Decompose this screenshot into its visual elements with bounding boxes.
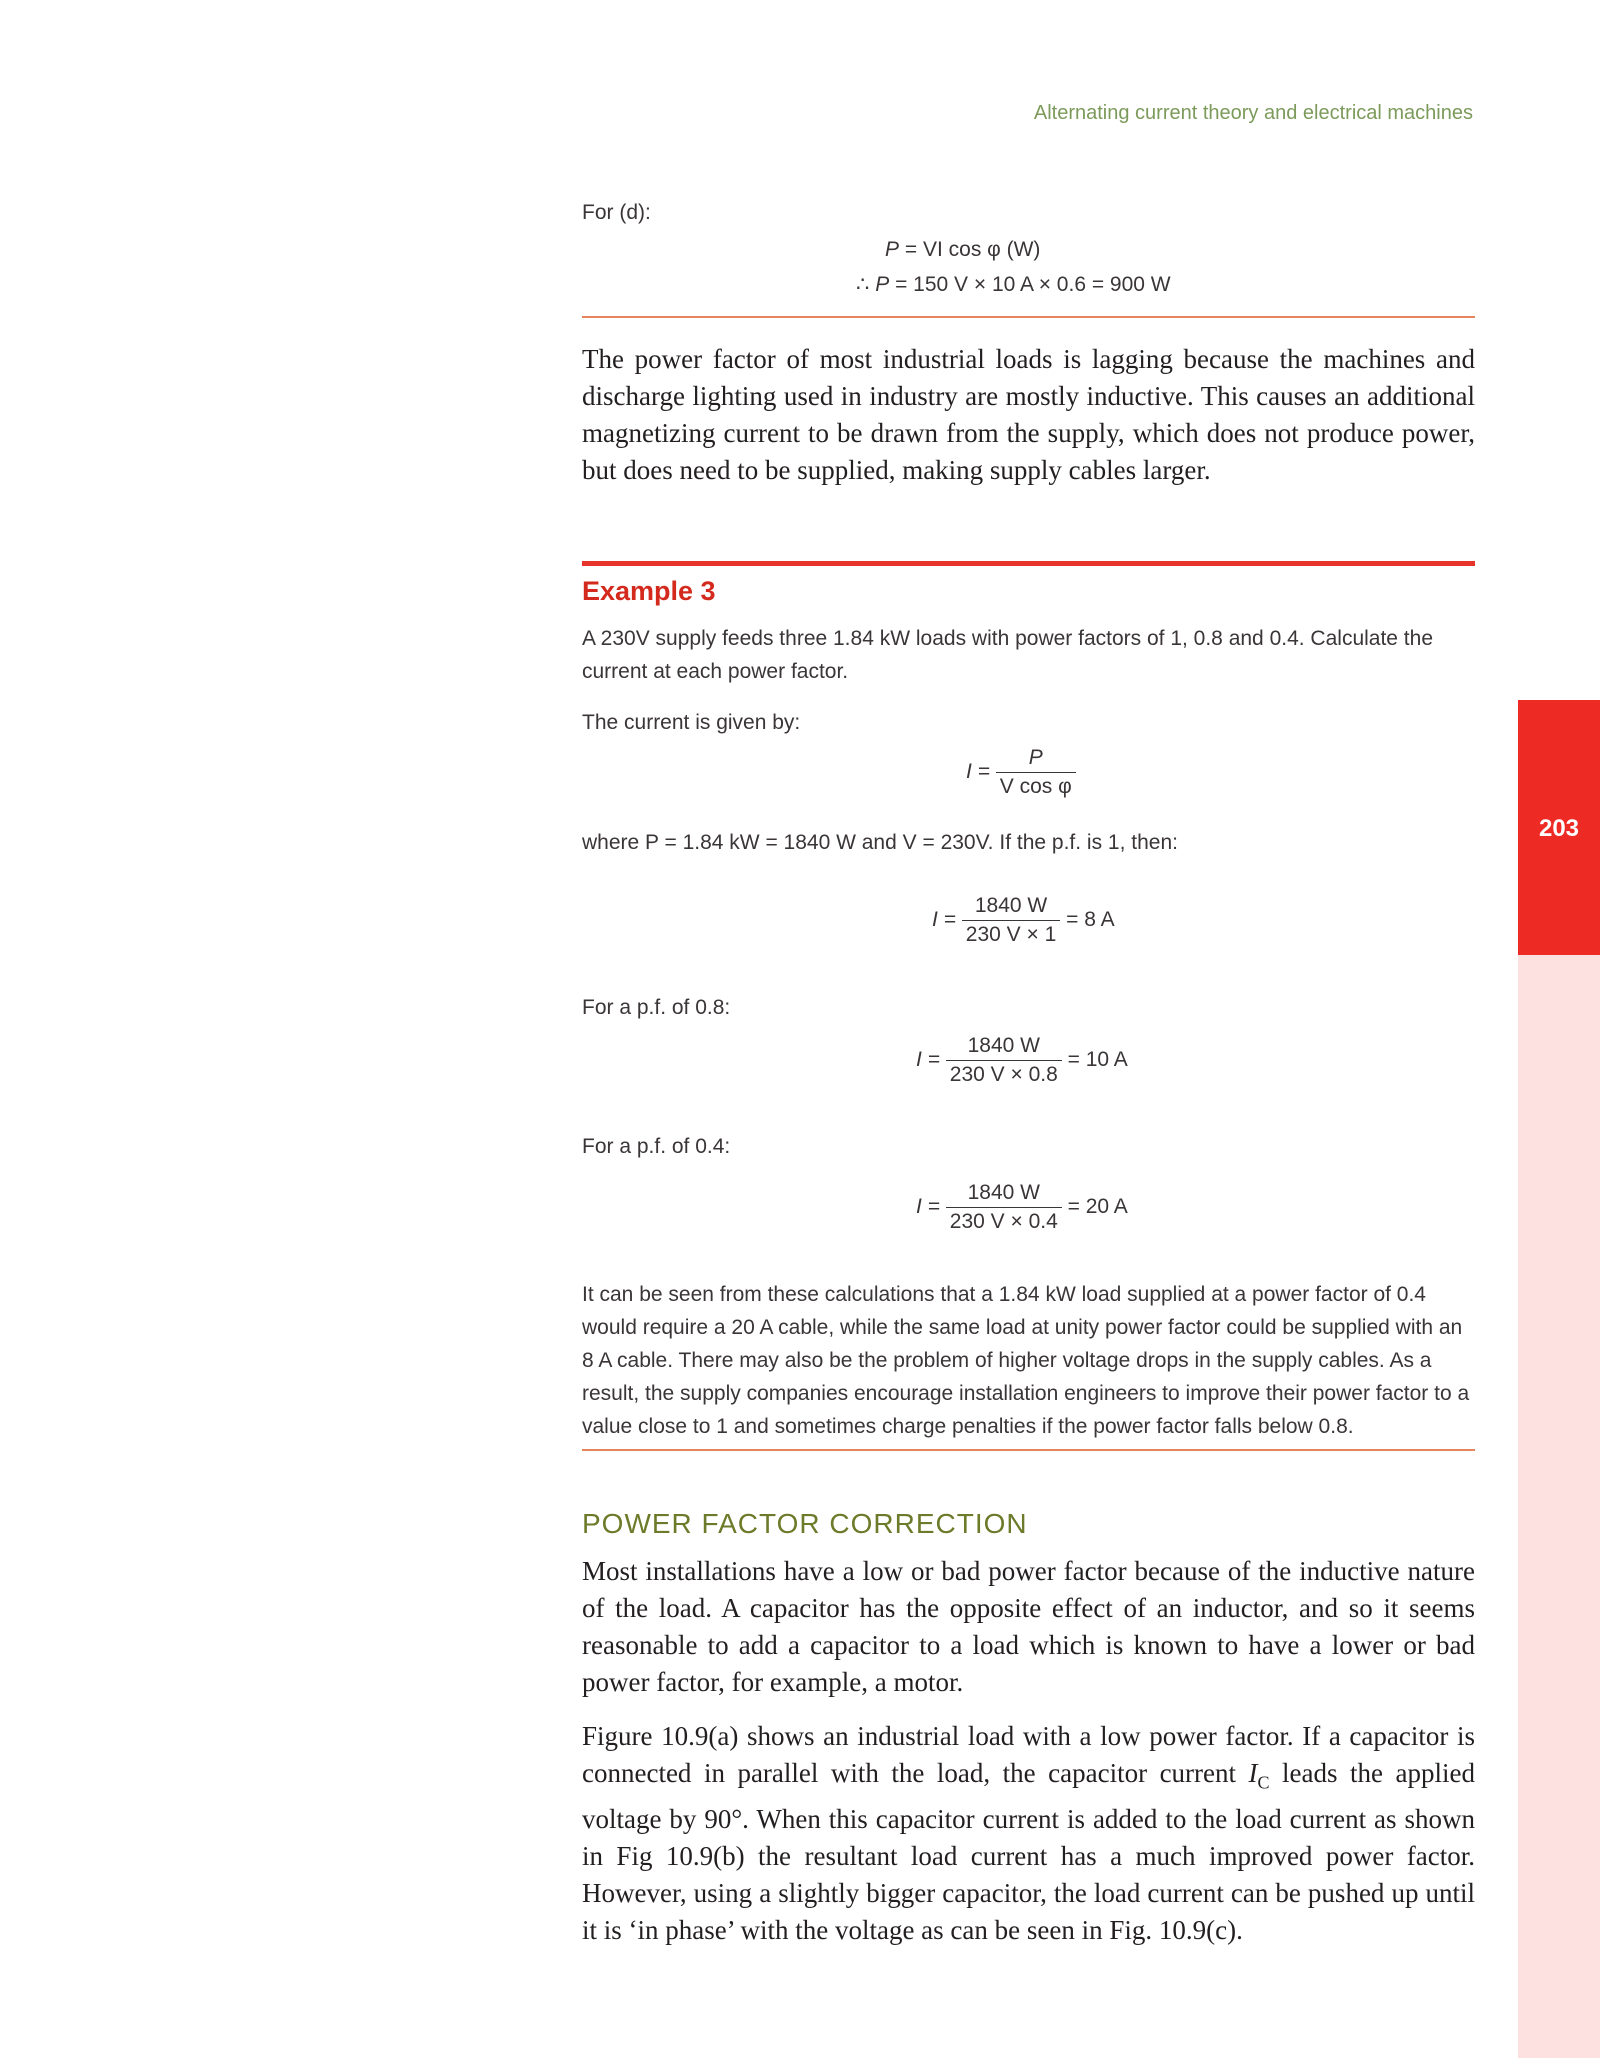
example-top-rule [582,561,1475,566]
calc-denominator: 230 V × 0.4 [949,1210,1058,1233]
power-formula-rhs: = VI cos φ (W) [904,238,1041,261]
therefore-symbol: ∴ [856,273,870,296]
calc-numerator: 1840 W [962,894,1061,921]
calc-lhs: I = [916,1048,940,1072]
calc-fraction [946,1034,1062,1087]
power-symbol: P [875,273,890,296]
power-calculation-rhs: = 150 V × 10 A × 0.6 = 900 W [895,273,1171,296]
intro-paragraph: The power factor of most industrial loads is lagging because the machines and discharge lighting used in industry are mostly inductive. This causes an additional magnetizing current to be drawn from the supply, which does not produce power, but does need to be supplied, making supply cables larger. [582,344,1475,485]
calc-pf-04 [916,1181,1128,1234]
example-problem: A 230V supply feeds three 1.84 kW loads with power factors of 1, 0.8 and 0.4. Calculate the current at each power factor. [582,627,1434,683]
for-d-label: For (d): [582,201,651,224]
power-symbol: P [885,238,900,261]
current-formula [966,746,1076,799]
calc-fraction [962,894,1061,947]
calc-fraction [946,1181,1062,1234]
pf-04-label: For a p.f. of 0.4: [582,1135,731,1158]
pfc-paragraph-2 [582,1718,1475,1949]
section-heading: POWER FACTOR CORRECTION [582,1508,1028,1539]
power-formula [885,238,1040,262]
pfc-paragraph-2-text-b: leads the applied voltage by 90°. When this capacitor current is added to the load current as shown in Fig 10.9(b) the resultant load current has a much improved power factor. However, using a slightly bigger capacitor, the load current can be pushed up until it is ‘in phase’ with the voltage as can be seen in Fig. 10.9(c). [582,1758,1475,1946]
running-head: Alternating current theory and electrical machines [1033,102,1473,124]
given-label: The current is given by: [582,711,801,734]
calc-result: = 20 A [1067,1195,1128,1219]
capacitor-current-subscript: C [1257,1772,1270,1793]
pfc-paragraph-1: Most installations have a low or bad power factor because of the inductive nature of the load. A capacitor has the opposite effect of an inductor, and so it seems reasonable to add a capacitor to a load which is known to have a lower or bad power factor, for example, a motor. [582,1556,1475,1697]
formula-lhs: I = [966,760,990,784]
example-bottom-rule [582,1449,1475,1451]
calc-lhs: I = [932,908,956,932]
power-calculation [856,272,1171,297]
divider [582,316,1475,318]
calc-result: = 8 A [1066,908,1115,932]
formula-numerator: P [996,746,1076,773]
pf-08-label: For a p.f. of 0.8: [582,996,731,1019]
calc-numerator: 1840 W [946,1181,1062,1208]
calc-numerator: 1840 W [946,1034,1062,1061]
calc-lhs: I = [916,1195,940,1219]
calc-result: = 10 A [1067,1048,1128,1072]
calc-denominator: 230 V × 1 [965,923,1057,946]
calc-pf-08 [916,1034,1128,1087]
page-margin-band [1518,955,1600,2058]
page-number: 203 [1538,815,1580,842]
capacitor-current-symbol: I [1248,1758,1258,1788]
formula-denominator: V cos φ [999,775,1072,798]
pfc-paragraph-2-text-a: Figure 10.9(a) shows an industrial load with a low power factor. If a capacitor is connected in parallel with the load, the capacitor current [582,1721,1475,1788]
where-text: where P = 1.84 kW = 1840 W and V = 230V. If the p.f. is 1, then: [582,831,1178,854]
calc-denominator: 230 V × 0.8 [949,1063,1058,1086]
calc-pf-1 [932,894,1115,947]
example-conclusion: It can be seen from these calculations that a 1.84 kW load supplied at a power factor of 0.4 would require a 20 A cable, while the same load at unity power factor could be supplied with an 8 A cable. There may also be the problem of higher voltage drops in the supply cables. As a result, the supply companies encourage installation engineers to improve their power factor to a value close to 1 and sometimes charge penalties if the power factor falls below 0.8. [582,1283,1470,1438]
example-title: Example 3 [582,576,716,606]
formula-fraction [996,746,1076,799]
